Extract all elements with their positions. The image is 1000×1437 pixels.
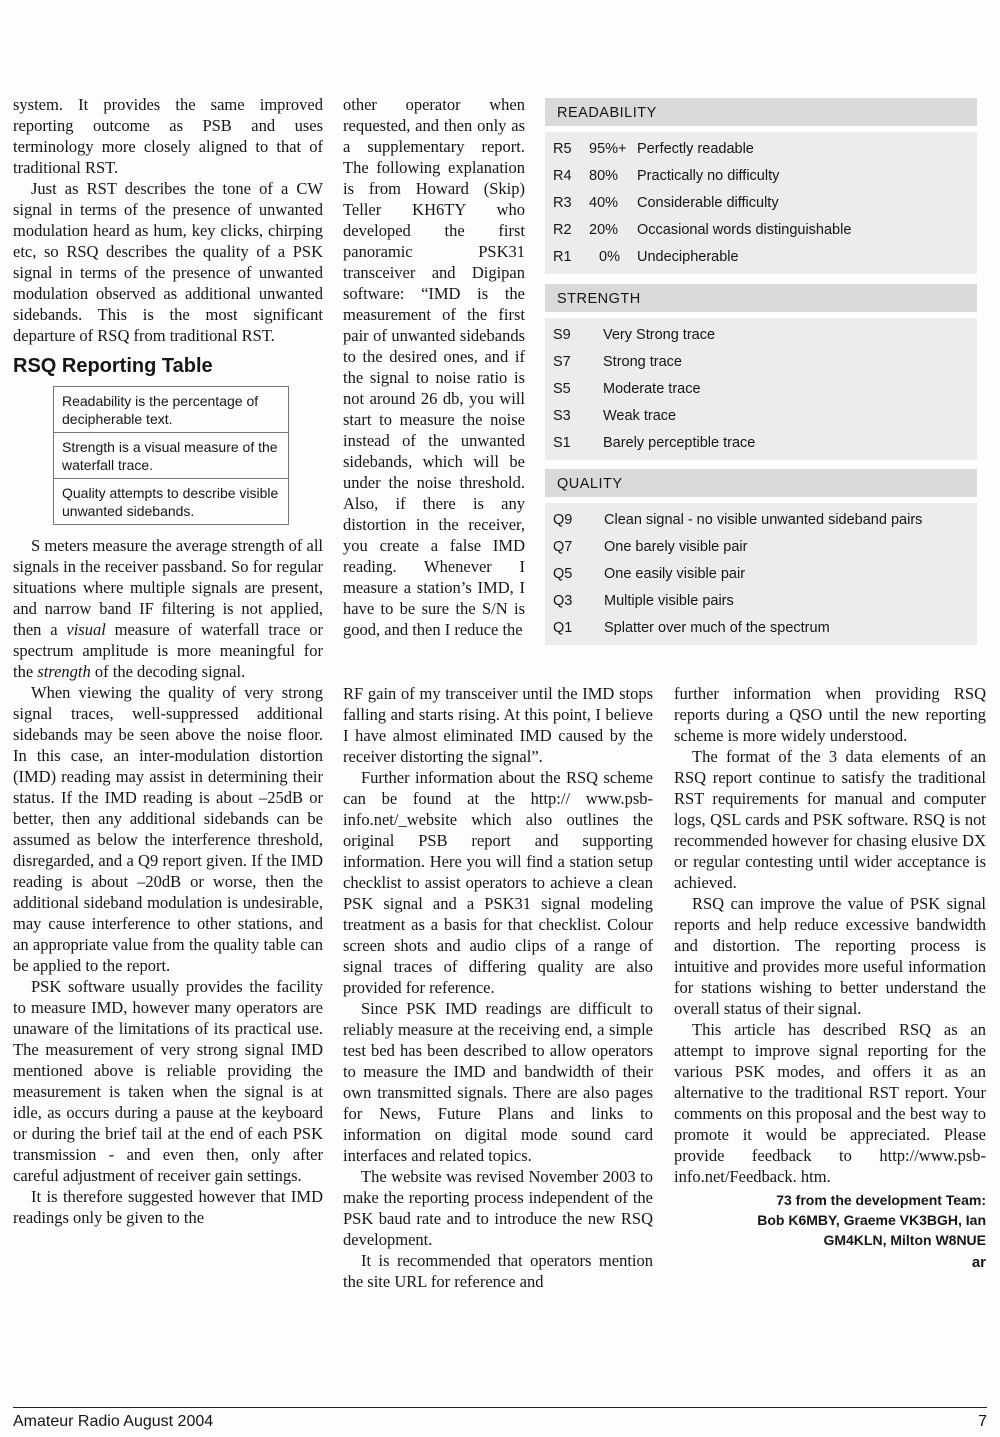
- table-row: [545, 349, 977, 376]
- page-footer: [13, 1407, 987, 1431]
- description-cell: Multiple visible pairs: [604, 592, 734, 609]
- description-cell: Practically no difficulty: [637, 168, 780, 185]
- table-row: [545, 534, 977, 561]
- table-body: [545, 318, 977, 460]
- table-header: STRENGTH: [545, 284, 977, 312]
- code-cell: R1: [553, 248, 572, 265]
- table-row: [545, 322, 977, 349]
- table-row: [545, 561, 977, 588]
- description-cell: Strong trace: [603, 354, 682, 371]
- emphasis: strength: [37, 662, 91, 681]
- code-cell: R5: [553, 141, 572, 158]
- paragraph: RSQ can improve the value of PSK signal reports and help reduce excessive bandwidth and distortion. The reporting process is intuitive and provides more useful information for stations wishing to better understand the overall status of their signal.: [674, 894, 986, 1018]
- description-cell: Clean signal - no visible unwanted sideband pairs: [604, 512, 923, 529]
- description-cell: Splatter over much of the spectrum: [604, 619, 830, 636]
- code-cell: Q7: [553, 539, 573, 556]
- table-body: [545, 503, 977, 645]
- table-row: [545, 376, 977, 403]
- rsq-legend-box: [53, 386, 289, 525]
- percent-cell: 80%: [589, 168, 619, 185]
- code-cell: S1: [553, 434, 571, 451]
- signoff-line: Bob K6MBY, Graeme VK3BGH, Ian: [757, 1212, 986, 1228]
- table-header: QUALITY: [545, 469, 977, 497]
- code-cell: S9: [553, 327, 571, 344]
- percent-cell: 20%: [589, 221, 619, 238]
- quality-table: [545, 469, 977, 645]
- emphasis: visual: [66, 620, 106, 639]
- page-number: 7: [978, 1413, 987, 1430]
- description-cell: Undecipherable: [637, 248, 739, 265]
- table-row: [545, 190, 977, 217]
- description-cell: One easily visible pair: [604, 565, 746, 582]
- code-cell: S5: [553, 380, 571, 397]
- column-2-bottom: [343, 683, 653, 1292]
- paragraph: Just as RST describes the tone of a CW signal in terms of the presence of unwanted modulation heard as hum, key clicks, chirping etc, so RSQ describes the quality of a PSK signal in terms of the presence of unwanted modulation observed as additional unwanted sidebands. This is the most significant departure of RSQ from traditional RST.: [13, 179, 323, 345]
- code-cell: Q3: [553, 592, 573, 609]
- paragraph: This article has described RSQ as an attempt to improve signal reporting for the various PSK modes, and offers it as an alternative to the traditional RST report. Your comments on this proposal and the best way to promote it would be appreciated. Please provide feedback to http://www.psb-info.net/Feedback. htm.: [674, 1020, 986, 1186]
- legend-readability: Readability is the percentage of decipherable text.: [54, 387, 288, 433]
- paragraph: system. It provides the same improved reporting outcome as PSB and uses terminology more closely aligned to that of traditional RST.: [13, 95, 323, 177]
- percent-cell: 0%: [599, 248, 620, 265]
- paragraph: When viewing the quality of very strong signal traces, well-suppressed additional sidebands may be seen above the noise floor. In this case, an inter-modulation distortion (IMD) reading may assist in determining their status. If the IMD reading is about –25dB or better, then any additional sidebands can be assumed as below the interference threshold, disregarded, and a Q9 report given. If the IMD reading is about –20dB or worse, then the additional sideband modulation is undesirable, may cause interference to other stations, and an appropriate value from the quality table can be applied to the report.: [13, 683, 323, 975]
- column-1: [13, 94, 323, 1228]
- section-heading: RSQ Reporting Table: [13, 355, 213, 377]
- paragraph: other operator when requested, and then only as a supplementary report. The following explanation is from Howard (Skip) Teller KH6TY who developed the first panoramic PSK31 transceiver and Digipan software: “IMD is the measurement of the first pair of unwanted sidebands to the desired ones, and if the signal to noise ratio is not around 26 db, you will start to measure the noise instead of the unwanted sidebands, which will be under the noise threshold. Also, if there is any distortion in the receiver, you create a false IMD reading. Whenever I measure a station’s IMD, I have to be sure the S/N is good, and then I reduce the: [343, 95, 525, 639]
- signoff-line: 73 from the development Team:: [776, 1192, 986, 1208]
- strength-table: [545, 284, 977, 460]
- publication-info: Amateur Radio August 2004: [13, 1413, 214, 1430]
- end-mark: ar: [971, 1254, 986, 1271]
- percent-cell: 95%+: [589, 141, 627, 158]
- code-cell: Q1: [553, 619, 573, 636]
- signoff-line: GM4KLN, Milton W8NUE: [823, 1232, 986, 1248]
- paragraph: It is therefore suggested however that IMD readings only be given to the: [13, 1187, 323, 1227]
- code-cell: S3: [553, 407, 571, 424]
- table-row: [545, 216, 977, 243]
- description-cell: Occasional words distinguishable: [637, 221, 852, 238]
- text-run: S meters measure the average strength of all signals in the receiver passband. So for regular situations where multiple signals are present, and narrow band IF filtering is not applied, then a: [13, 536, 323, 639]
- table-body: [545, 132, 977, 274]
- paragraph: further information when providing RSQ reports during a QSO until the new reporting scheme is more widely understood.: [674, 684, 986, 745]
- legend-strength: Strength is a visual measure of the waterfall trace.: [54, 433, 288, 479]
- description-cell: Perfectly readable: [637, 141, 754, 158]
- readability-table: [545, 98, 977, 274]
- text-run: of the decoding signal.: [90, 662, 246, 681]
- paragraph: RF gain of my transceiver until the IMD stops falling and starts rising. At this point, I believe I have almost eliminated IMD caused by the receiver distorting the signal”.: [343, 684, 653, 766]
- description-cell: Considerable difficulty: [637, 194, 779, 211]
- code-cell: R4: [553, 168, 572, 185]
- paragraph: It is recommended that operators mention the site URL for reference and: [343, 1251, 653, 1291]
- table-row: [545, 507, 977, 534]
- table-row: [545, 614, 977, 641]
- column-2-top: [343, 94, 525, 640]
- code-cell: R2: [553, 221, 572, 238]
- percent-cell: 40%: [589, 194, 619, 211]
- paragraph: Since PSK IMD readings are difficult to reliably measure at the receiving end, a simple test bed has been described to allow operators to measure the IMD and bandwidth of their own transmitted signals. There are also pages for News, Future Plans and links to information on digital mode sound card interfaces and related topics.: [343, 999, 653, 1165]
- table-header: READABILITY: [545, 98, 977, 126]
- table-row: [545, 429, 977, 456]
- paragraph: The format of the 3 data elements of an RSQ report continue to satisfy the traditional RST requirements for manual and computer logs, QSL cards and PSK software. RSQ is not recommended however for chasing elusive DX or regular contesting until wider acceptance is achieved.: [674, 747, 986, 892]
- column-3: [674, 683, 986, 1273]
- paragraph: [13, 535, 323, 682]
- table-row: [545, 243, 977, 270]
- description-cell: One barely visible pair: [604, 539, 748, 556]
- code-cell: R3: [553, 194, 572, 211]
- table-row: [545, 587, 977, 614]
- paragraph: PSK software usually provides the facility to measure IMD, however many operators are unaware of the limitations of its practical use. The measurement of very strong signal IMD mentioned above is reliable providing the measurement is taken when the signal is at idle, as occurs during a pause at the keyboard or during the brief tail at the end of each PSK transmission - and even then, only after careful adjustment of receiver gain settings.: [13, 977, 323, 1185]
- code-cell: S7: [553, 354, 571, 371]
- code-cell: Q9: [553, 512, 573, 529]
- description-cell: Very Strong trace: [603, 327, 716, 344]
- code-cell: Q5: [553, 565, 573, 582]
- table-row: [545, 402, 977, 429]
- description-cell: Barely perceptible trace: [603, 434, 756, 451]
- text-run: measure of waterfall trace or spectrum amplitude is more meaningful for the: [13, 620, 324, 681]
- legend-quality: Quality attempts to describe visible unwanted sidebands.: [62, 485, 279, 519]
- table-row: [545, 163, 977, 190]
- description-cell: Weak trace: [603, 407, 677, 424]
- paragraph: The website was revised November 2003 to make the reporting process independent of the PSK baud rate and to introduce the new RSQ development.: [343, 1167, 653, 1249]
- paragraph: Further information about the RSQ scheme can be found at the http:// www.psb-info.net/_website which also outlines the original PSB report and supporting information. Here you will find a station setup checklist to assist operators to achieve a clean PSK signal and a PSK31 signal modeling treatment as a basis for that checklist. Colour screen shots and audio clips of a range of signal traces of differing quality are also provided for reference.: [343, 768, 653, 997]
- signoff: [674, 1190, 986, 1250]
- description-cell: Moderate trace: [603, 380, 701, 397]
- table-row: [545, 136, 977, 163]
